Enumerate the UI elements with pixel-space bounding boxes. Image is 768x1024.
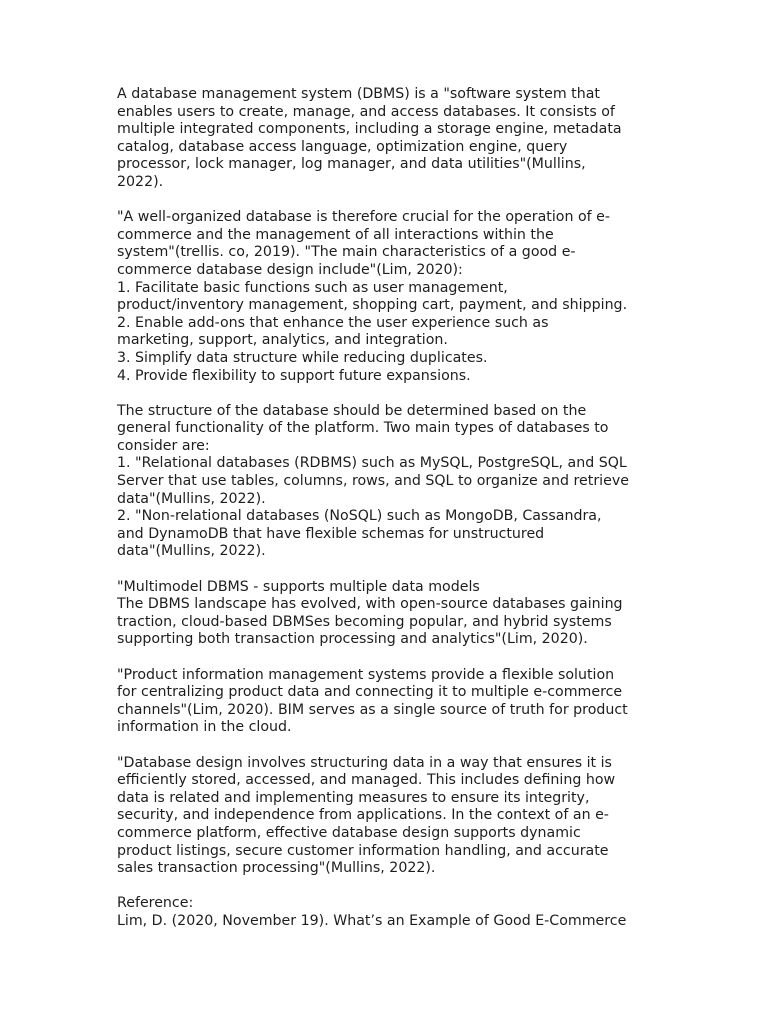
list-item-line: 1. Facilitate basic functions such as user management,: [117, 279, 508, 296]
paragraph-dbms-definition: [117, 86, 662, 192]
text-line: system"(trellis. co, 2019). "The main characteristics of a good e-: [117, 244, 576, 261]
text-line: product listings, secure customer information handling, and accurate: [117, 842, 609, 859]
list-item-line: marketing, support, analytics, and integration.: [117, 332, 448, 349]
text-line: supporting both transaction processing and analytics"(Lim, 2020).: [117, 631, 588, 648]
paragraph-ecommerce-characteristics: [117, 209, 662, 385]
list-item-line: 1. "Relational databases (RDBMS) such as MySQL, PostgreSQL, and SQL: [117, 455, 627, 472]
list-item-line: data"(Mullins, 2022).: [117, 490, 266, 507]
text-line: 2022).: [117, 173, 164, 190]
paragraph-multimodel-dbms: [117, 579, 662, 649]
paragraph-references: [117, 895, 662, 930]
document-body: [117, 86, 662, 948]
reference-entry: Lim, D. (2020, November 19). What’s an Example of Good E-Commerce: [117, 912, 627, 929]
text-line: "Multimodel DBMS - supports multiple data models: [117, 578, 480, 595]
text-line: general functionality of the platform. Two main types of databases to: [117, 420, 609, 437]
text-line: A database management system (DBMS) is a "software system that: [117, 86, 600, 102]
list-item-line: 2. Enable add-ons that enhance the user experience such as: [117, 314, 549, 331]
text-line: "Product information management systems provide a flexible solution: [117, 666, 615, 683]
list-item-line: 3. Simplify data structure while reducing duplicates.: [117, 349, 488, 366]
reference-heading: Reference:: [117, 895, 194, 912]
list-item-line: and DynamoDB that have flexible schemas for unstructured: [117, 525, 545, 542]
text-line: consider are:: [117, 437, 210, 454]
list-item-line: product/inventory management, shopping cart, payment, and shipping.: [117, 297, 628, 314]
list-item-line: 2. "Non-relational databases (NoSQL) such as MongoDB, Cassandra,: [117, 508, 602, 525]
list-item-line: 4. Provide flexibility to support future expansions.: [117, 367, 471, 384]
paragraph-database-types: [117, 403, 662, 561]
text-line: data is related and implementing measures to ensure its integrity,: [117, 789, 590, 806]
text-line: The structure of the database should be determined based on the: [117, 402, 587, 419]
text-line: channels"(Lim, 2020). BIM serves as a single source of truth for product: [117, 701, 628, 718]
text-line: multiple integrated components, including a storage engine, metadata: [117, 121, 622, 138]
text-line: commerce and the management of all interactions within the: [117, 226, 554, 243]
text-line: commerce database design include"(Lim, 2020):: [117, 261, 463, 278]
text-line: sales transaction processing"(Mullins, 2022).: [117, 860, 436, 877]
paragraph-database-design: [117, 755, 662, 878]
list-item-line: data"(Mullins, 2022).: [117, 543, 266, 560]
text-line: for centralizing product data and connecting it to multiple e-commerce: [117, 684, 623, 701]
text-line: catalog, database access language, optimization engine, query: [117, 138, 568, 155]
text-line: The DBMS landscape has evolved, with open-source databases gaining: [117, 596, 623, 613]
text-line: efficiently stored, accessed, and managed. This includes defining how: [117, 772, 616, 789]
text-line: commerce platform, effective database design supports dynamic: [117, 824, 581, 841]
text-line: enables users to create, manage, and access databases. It consists of: [117, 103, 615, 120]
text-line: "A well-organized database is therefore crucial for the operation of e-: [117, 209, 611, 226]
text-line: traction, cloud-based DBMSes becoming popular, and hybrid systems: [117, 613, 612, 630]
text-line: security, and independence from applications. In the context of an e-: [117, 807, 609, 824]
paragraph-product-information: [117, 667, 662, 737]
list-item-line: Server that use tables, columns, rows, and SQL to organize and retrieve: [117, 473, 629, 490]
text-line: information in the cloud.: [117, 719, 292, 736]
text-line: processor, lock manager, log manager, and data utilities"(Mullins,: [117, 156, 586, 173]
text-line: "Database design involves structuring data in a way that ensures it is: [117, 754, 612, 771]
